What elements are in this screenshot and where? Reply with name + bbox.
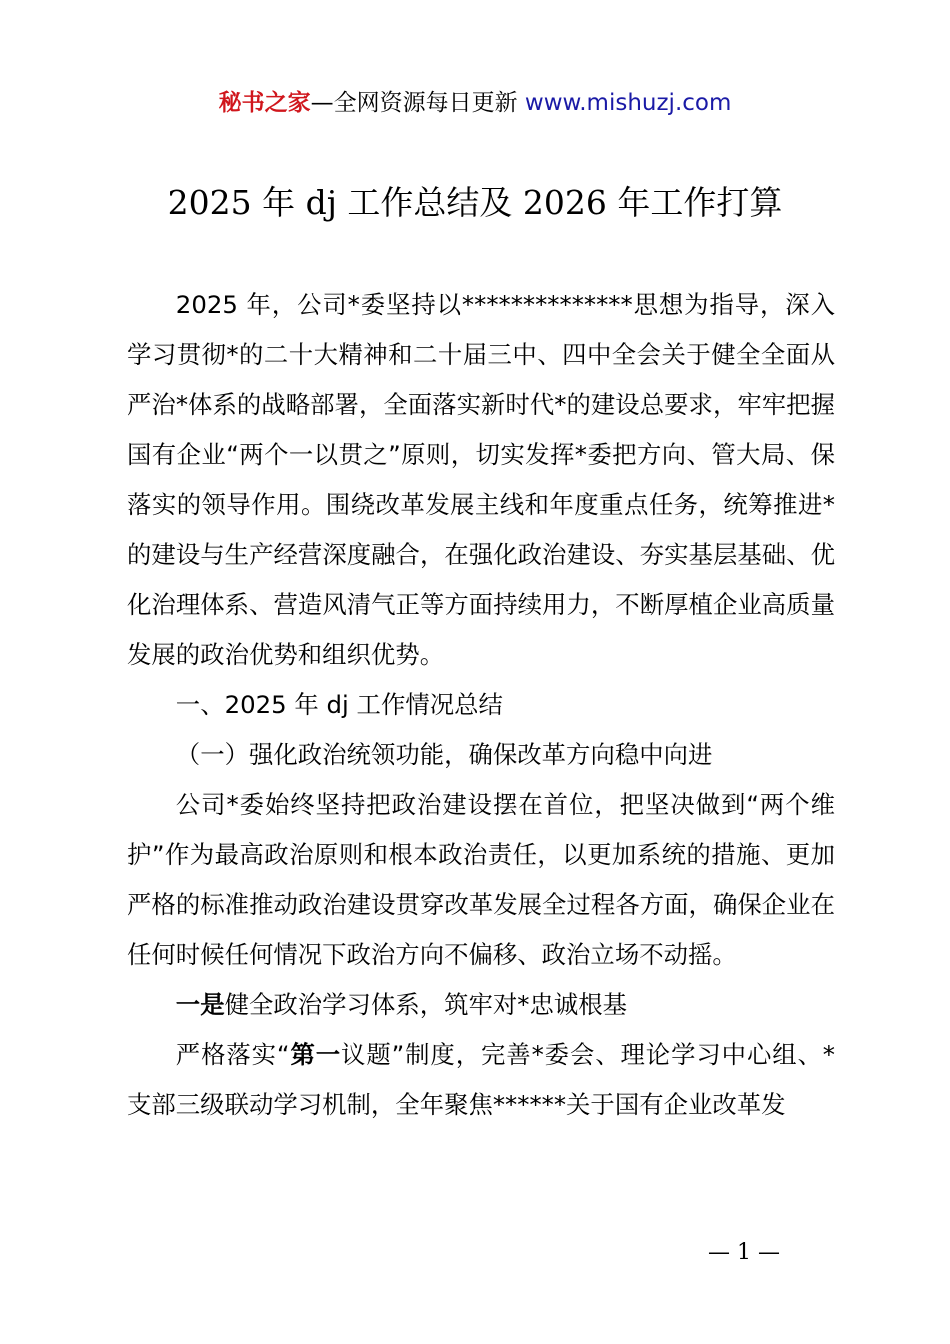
point-lead: 一是 (175, 990, 225, 1019)
subsection-paragraph: 公司*委始终坚持把政治建设摆在首位，把坚决做到“两个维护”作为最高政治原则和根本政治责任，以更加系统的措施、更加严格的标准推动政治建设贯穿改革发展全过程各方面，确保企业在任何时候任何情况下政治方向不偏移、政治立场不动摇。 (127, 790, 835, 969)
site-tagline: —全网资源每日更新 (310, 90, 525, 116)
point-text: 健全政治学习体系，筑牢对*忠诚根基 (224, 990, 628, 1019)
document-title: 2025 年 dj 工作总结及 2026 年工作打算 (167, 183, 783, 222)
site-brand: 秘书之家 (218, 90, 311, 116)
paragraph-bold: 第一 (289, 1040, 342, 1069)
intro-paragraph: 2025 年，公司*委坚持以**************思想为指导，深入学习贯彻*的二十大精神和二十届三中、四中全会关于健全全面从严治*体系的战略部署，全面落实新时代*的建设总要求，牢牢把握国有企业“两个一以贯之”原则，切实发挥*委把方向、管大局、保落实的领导作用。围绕改革发展主线和年度重点任务，统筹推进*的建设与生产经营深度融合，在强化政治建设、夯实基层基础、优化治理体系、营造风清气正等方面持续用力，不断厚植企业高质量发展的政治优势和组织优势。 (127, 290, 835, 669)
body-paragraph (127, 1030, 835, 1130)
point-heading (127, 980, 835, 1030)
paragraph-part-b: 议题”制度，完善*委会、理论学习中心组、*支部三级联动学习机制，全年聚焦******关于国有企业改革发 (127, 1040, 835, 1119)
site-url-link[interactable]: www.mishuzj.com (524, 90, 732, 116)
site-header (0, 86, 950, 120)
page-number: — 1 — (708, 1240, 780, 1265)
paragraph-part-a: 严格落实“ (175, 1040, 290, 1069)
subsection-heading: （一）强化政治统领功能，确保改革方向稳中向进 (175, 740, 713, 769)
section-heading: 一、2025 年 dj 工作情况总结 (175, 690, 503, 719)
document-body (127, 280, 835, 1130)
